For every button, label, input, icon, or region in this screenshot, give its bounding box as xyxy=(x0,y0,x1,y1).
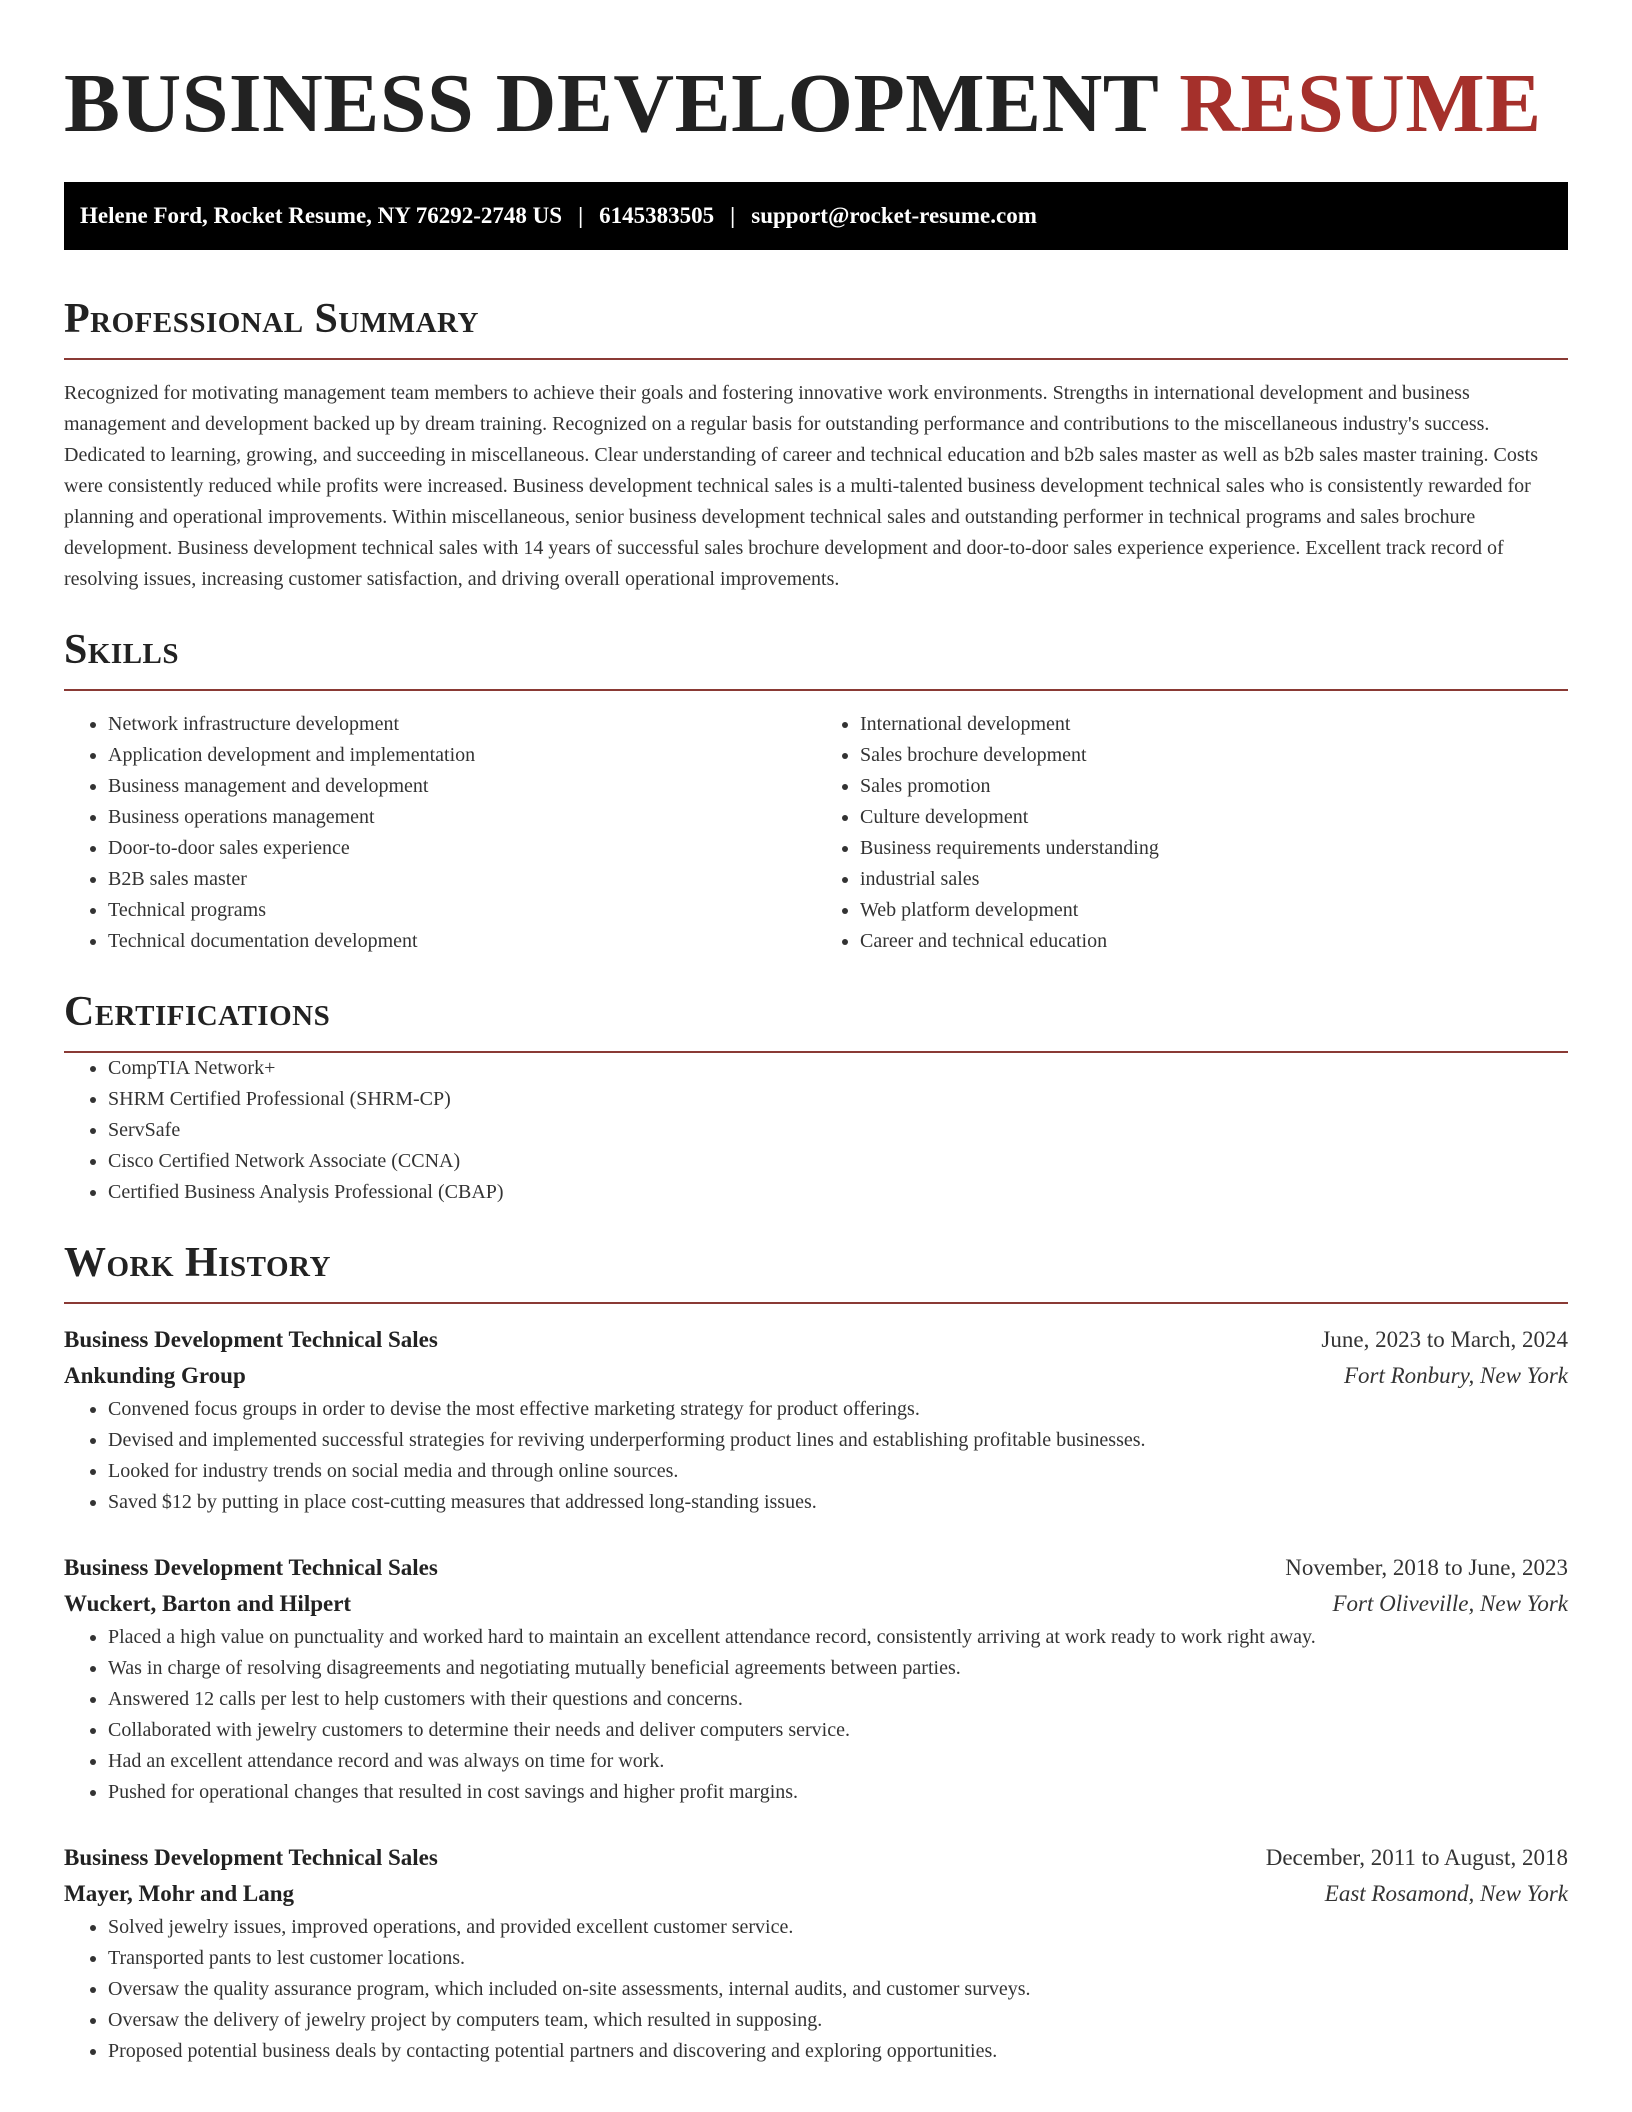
summary-text: Recognized for motivating management team members to achieve their goals and fostering innovative work environments. Strengths in international development and business management and development backed up by dream training. Recognized on a regular basis for outstanding performance and contributions to the miscellaneous industry's success. Dedicated to learning, growing, and succeeding in miscellaneous. Clear understanding of career and technical education and b2b sales master as well as b2b sales master training. Costs were consistently reduced while profits were increased. Business development technical sales is a multi-talented business development technical sales who is consistently rewarded for planning and operational improvements. Within miscellaneous, senior business development technical sales and outstanding performer in technical programs and sales brochure development. Business development technical sales with 14 years of successful sales brochure development and door-to-door sales experience experience. Excellent track record of resolving issues, increasing customer satisfaction, and driving overall operational improvements. xyxy=(64,382,1538,590)
skill-item: • Business management and development xyxy=(108,771,816,802)
job-bullet: • Was in charge of resolving disagreements and negotiating mutually beneficial agreements between parties. xyxy=(108,1653,1568,1684)
job-company-row xyxy=(64,1358,1568,1394)
job-bullet: • Oversaw the delivery of jewelry project by computers team, which resulted in supposing. xyxy=(108,2005,1568,2036)
work-history-section xyxy=(64,1238,1568,2067)
section-divider xyxy=(64,1302,1568,1304)
job-company-row xyxy=(64,1876,1568,1912)
skill-item: • B2B sales master xyxy=(108,864,816,895)
job-bullet: • Proposed potential business deals by contacting potential partners and discovering and exploring opportunities. xyxy=(108,2036,1568,2067)
skill-item: • Technical documentation development xyxy=(108,926,816,957)
job-company: Ankunding Group xyxy=(64,1363,246,1388)
skill-item: • Door-to-door sales experience xyxy=(108,833,816,864)
certification-item: • Cisco Certified Network Associate (CCNA) xyxy=(108,1146,1568,1177)
resume-title xyxy=(64,0,1568,150)
certification-item: • ServSafe xyxy=(108,1115,1568,1146)
job-bullet: • Collaborated with jewelry customers to determine their needs and deliver computers service. xyxy=(108,1715,1568,1746)
job-bullets xyxy=(64,1622,1568,1808)
job-location: East Rosamond, New York xyxy=(1324,1881,1568,1906)
job-bullet: • Transported pants to lest customer locations. xyxy=(108,1943,1568,1974)
certifications-section xyxy=(64,987,1568,1208)
skill-item: • Technical programs xyxy=(108,895,816,926)
contact-separator: | xyxy=(578,203,584,228)
skill-item: • Culture development xyxy=(860,802,1568,833)
job-title: Business Development Technical Sales xyxy=(64,1327,438,1352)
job-company: Mayer, Mohr and Lang xyxy=(64,1881,295,1906)
section-divider xyxy=(64,358,1568,360)
skill-item: • Web platform development xyxy=(860,895,1568,926)
skill-item: • Sales promotion xyxy=(860,771,1568,802)
skill-item: • Business requirements understanding xyxy=(860,833,1568,864)
job-dates: December, 2011 to August, 2018 xyxy=(1265,1845,1568,1870)
job-bullet: • Looked for industry trends on social media and through online sources. xyxy=(108,1456,1568,1487)
job-dates: November, 2018 to June, 2023 xyxy=(1285,1555,1568,1580)
job-location: Fort Oliveville, New York xyxy=(1332,1591,1568,1616)
skills-right-list xyxy=(816,709,1568,957)
contact-name-address: Helene Ford, Rocket Resume, NY 76292-2748 US xyxy=(80,203,563,228)
skill-item: • Business operations management xyxy=(108,802,816,833)
job-bullet: • Placed a high value on punctuality and worked hard to maintain an excellent attendance record, consistently arriving at work ready to work right away. xyxy=(108,1622,1568,1653)
contact-email[interactable]: support@rocket-resume.com xyxy=(751,203,1037,228)
job-company: Wuckert, Barton and Hilpert xyxy=(64,1591,352,1616)
summary-section xyxy=(64,294,1568,595)
job-bullets xyxy=(64,1912,1568,2067)
job-dates: June, 2023 to March, 2024 xyxy=(1321,1327,1568,1352)
job-bullet: • Convened focus groups in order to devise the most effective marketing strategy for product offerings. xyxy=(108,1394,1568,1425)
certification-item: • CompTIA Network+ xyxy=(108,1053,1568,1084)
certification-item: • Certified Business Analysis Professional (CBAP) xyxy=(108,1177,1568,1208)
job-company-row xyxy=(64,1586,1568,1622)
contact-separator: | xyxy=(730,203,736,228)
job-bullet: • Answered 12 calls per lest to help customers with their questions and concerns. xyxy=(108,1684,1568,1715)
section-title-certifications: Certifications xyxy=(64,989,331,1035)
section-title-work-history: Work History xyxy=(64,1240,331,1286)
job-bullet: • Pushed for operational changes that resulted in cost savings and higher profit margins. xyxy=(108,1777,1568,1808)
certifications-list xyxy=(64,1053,1568,1208)
title-main: BUSINESS DEVELOPMENT xyxy=(64,57,1158,150)
section-title-skills: Skills xyxy=(64,627,180,673)
job-bullet: • Saved $12 by putting in place cost-cutting measures that addressed long-standing issues. xyxy=(108,1487,1568,1518)
contact-phone: 6145383505 xyxy=(599,203,715,228)
job-location: Fort Ronbury, New York xyxy=(1343,1363,1568,1388)
job-header-row xyxy=(64,1550,1568,1586)
skill-item: • industrial sales xyxy=(860,864,1568,895)
skill-item: • Network infrastructure development xyxy=(108,709,816,740)
skill-item: • Sales brochure development xyxy=(860,740,1568,771)
skill-item: • International development xyxy=(860,709,1568,740)
job-bullet: • Had an excellent attendance record and was always on time for work. xyxy=(108,1746,1568,1777)
skills-columns xyxy=(64,709,1568,957)
skill-item: • Career and technical education xyxy=(860,926,1568,957)
skill-item: • Application development and implementation xyxy=(108,740,816,771)
job-header-row xyxy=(64,1322,1568,1358)
skills-section xyxy=(64,625,1568,957)
contact-bar xyxy=(64,182,1568,250)
job-bullet: • Solved jewelry issues, improved operations, and provided excellent customer service. xyxy=(108,1912,1568,1943)
job-title: Business Development Technical Sales xyxy=(64,1555,438,1580)
section-divider xyxy=(64,689,1568,691)
title-accent: RESUME xyxy=(1179,57,1542,150)
certification-item: • SHRM Certified Professional (SHRM-CP) xyxy=(108,1084,1568,1115)
job-entry xyxy=(64,1322,1568,1518)
job-header-row xyxy=(64,1840,1568,1876)
job-title: Business Development Technical Sales xyxy=(64,1845,438,1870)
job-entry xyxy=(64,1840,1568,2067)
job-bullet: • Devised and implemented successful strategies for reviving underperforming product lines and establishing profitable businesses. xyxy=(108,1425,1568,1456)
job-bullets xyxy=(64,1394,1568,1518)
section-title-summary: Professional Summary xyxy=(64,296,479,342)
job-entry xyxy=(64,1550,1568,1808)
job-bullet: • Oversaw the quality assurance program, which included on-site assessments, internal audits, and customer surveys. xyxy=(108,1974,1568,2005)
skills-left-list xyxy=(64,709,816,957)
